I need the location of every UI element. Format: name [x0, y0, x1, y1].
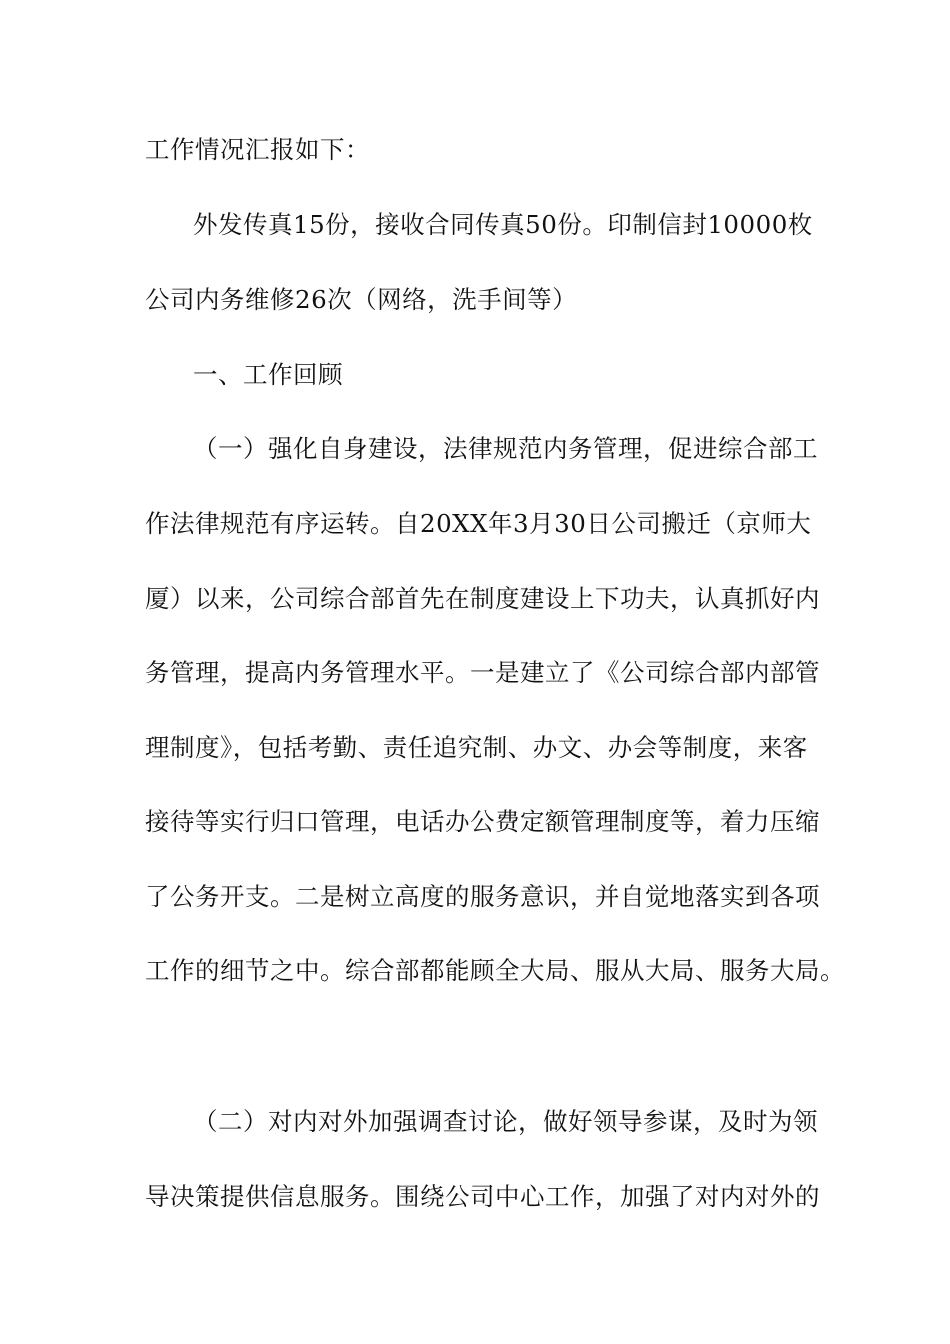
section-heading: 一、工作回顾	[193, 360, 343, 389]
text-line: 工作情况汇报如下：	[145, 135, 370, 164]
text-line: 导决策提供信息服务。围绕公司中心工作，加强了对内对外的	[145, 1182, 820, 1211]
text-line: 务管理，提高内务管理水平。一是建立了《公司综合部内部管	[145, 658, 820, 687]
paragraph-line: （二）对内对外加强调查讨论，做好领导参谋，及时为领	[193, 1107, 818, 1136]
text-line: 了公务开支。二是树立高度的服务意识，并自觉地落实到各项	[145, 882, 820, 911]
text-line: 厦）以来，公司综合部首先在制度建设上下功夫，认真抓好内	[145, 584, 820, 613]
paragraph-line: （一）强化自身建设，法律规范内务管理，促进综合部工	[193, 434, 818, 463]
text-line: 公司内务维修26次（网络，洗手间等）	[145, 285, 578, 314]
text-line: 工作的细节之中。综合部都能顾全大局、服从大局、服务大局。	[145, 956, 845, 985]
text-line: 理制度》，包括考勤、责任追究制、办文、办会等制度，来客	[145, 733, 808, 762]
text-line: 接待等实行归口管理，电话办公费定额管理制度等，着力压缩	[145, 807, 820, 836]
text-line: 作法律规范有序运转。自20XX年3月30日公司搬迁（京师大	[145, 509, 812, 538]
paragraph-line: 外发传真15份，接收合同传真50份。印制信封10000枚	[193, 210, 813, 239]
